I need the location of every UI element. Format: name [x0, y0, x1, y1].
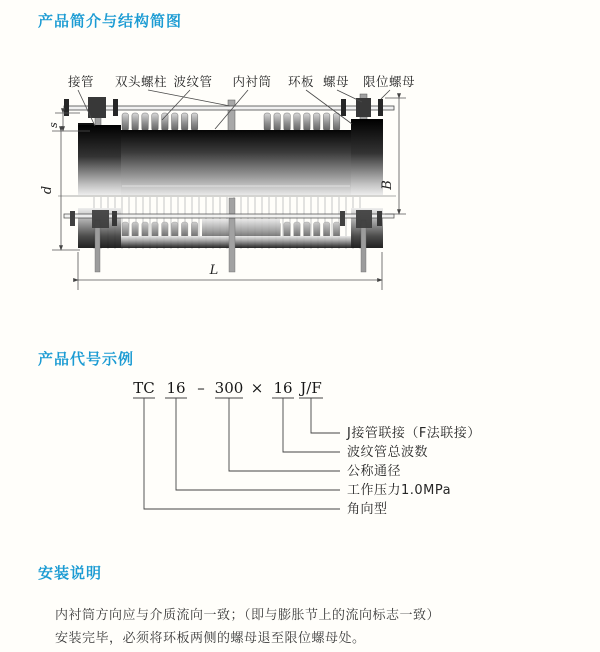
- callout-wave-count: 波纹管总波数: [347, 445, 429, 460]
- dim-label-l: L: [209, 263, 219, 278]
- dim-label-b: B: [380, 180, 395, 190]
- code-part-times: ×: [250, 379, 264, 397]
- part-label-bellows: 波纹管: [173, 74, 213, 89]
- install-instruction-1: 内衬筒方向应与介质流向一致；（即与膨胀节上的流向标志一致）: [55, 608, 441, 623]
- callout-connection-type: J接管联接（F法联接）: [347, 426, 481, 441]
- code-part-dash: –: [197, 379, 205, 397]
- code-part-diameter: 300: [214, 379, 244, 397]
- structure-diagram: [0, 62, 600, 314]
- part-label-double-stud: 双头螺柱: [114, 74, 168, 89]
- joint-lower-half: [64, 197, 394, 272]
- code-part-waves: 16: [273, 379, 293, 397]
- bellows-body: [120, 130, 352, 195]
- pipe-end-left: [78, 125, 121, 195]
- pipe-end-right: [351, 119, 383, 195]
- callout-working-pressure: 工作压力1.0MPa: [347, 483, 452, 498]
- code-part-type: TC: [133, 379, 155, 397]
- center-stud: [228, 100, 235, 132]
- dim-label-d: d: [40, 185, 55, 195]
- product-code-diagram: [0, 372, 600, 532]
- section-heading-code: 产品代号示例: [38, 350, 135, 368]
- part-label-nut: 螺母: [322, 74, 350, 89]
- section-heading-intro: 产品简介与结构简图: [38, 12, 183, 30]
- section-heading-install: 安装说明: [38, 564, 103, 582]
- code-callout-lines: [144, 398, 340, 509]
- joint-upper-half: [58, 94, 396, 196]
- callout-angular-type: 角向型: [347, 502, 388, 517]
- code-part-pressure: 16: [166, 379, 186, 397]
- code-part-connection: J/F: [300, 379, 322, 397]
- part-label-inner-liner: 内衬筒: [232, 74, 272, 89]
- part-label-ring-plate: 环板: [287, 74, 315, 89]
- dim-label-s: s: [47, 122, 60, 128]
- callout-nominal-diameter: 公称通径: [347, 464, 402, 479]
- install-instruction-2: 安装完毕，必须将环板两侧的螺母退至限位螺母处。: [55, 631, 366, 646]
- stud-tail-center: [229, 198, 235, 272]
- part-label-connector-pipe: 接管: [67, 74, 95, 89]
- part-label-limit-nut: 限位螺母: [362, 74, 416, 89]
